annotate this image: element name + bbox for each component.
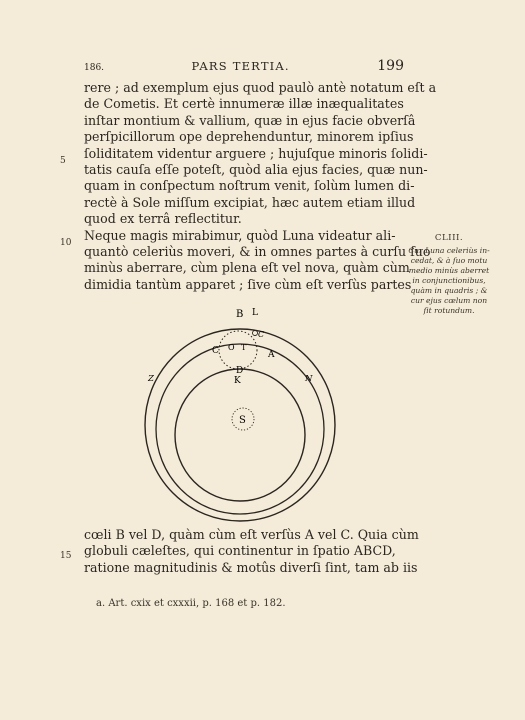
text-line: de Cometis. Et certè innumeræ illæ inæqualitates bbox=[84, 96, 404, 112]
text-line: inſtar montium & vallium, quæ in ejus facie obverſâ bbox=[84, 112, 416, 128]
label-c-left: C bbox=[212, 346, 219, 356]
text-line: quod ex terrâ reflectitur. bbox=[84, 211, 242, 227]
body-text-bottom bbox=[84, 527, 419, 576]
marginal-note-line: in conjunctionibus, bbox=[412, 276, 486, 285]
running-head-title: PARS TERTIA. bbox=[191, 59, 290, 73]
label-s: S bbox=[239, 415, 246, 426]
running-head-left: 186. bbox=[84, 63, 105, 73]
text-line: tatis cauſa eſſe poteſt, quòd alia ejus facies, quæ nun- bbox=[84, 161, 428, 177]
text-line: ſoliditatem videntur arguere ; hujuſque minoris ſolidi- bbox=[84, 145, 428, 161]
page-number: 199 bbox=[377, 58, 404, 74]
footnote: a. Art. cxix et cxxxii, p. 168 et p. 182. bbox=[96, 598, 286, 609]
text-line: quam in conſpectum noſtrum venit, ſolùm lumen di- bbox=[84, 178, 415, 194]
text-line: globuli cæleſtes, qui continentur in ſpatio ABCD, bbox=[84, 543, 396, 559]
line-number: 10 bbox=[60, 238, 72, 248]
moon-orbit-diagram bbox=[140, 305, 340, 555]
text-line: rere ; ad exemplum ejus quod paulò antè notatum eſt a bbox=[84, 80, 437, 95]
marginal-note-number: CLIII. bbox=[434, 233, 464, 243]
marginal-note bbox=[408, 233, 490, 316]
label-z: Z bbox=[148, 374, 154, 384]
small-circle bbox=[253, 331, 258, 336]
line-number: 15 bbox=[60, 551, 72, 561]
marginal-note-line: quàm in quadris ; & bbox=[410, 286, 488, 295]
text-line: ratione magnitudinis & motûs diverſi ſint, tam ab iis bbox=[84, 559, 418, 575]
text-line: Neque magis mirabimur, quòd Luna videatur ali- bbox=[84, 227, 396, 243]
label-c: C bbox=[258, 330, 265, 339]
line-number: 5 bbox=[60, 156, 66, 166]
marginal-note-line: cedat, & à ſuo motu bbox=[410, 256, 488, 265]
marginal-note-line: cur ejus cœlum non bbox=[410, 296, 488, 305]
label-t: T bbox=[241, 343, 247, 352]
running-head bbox=[84, 58, 404, 74]
label-b: B bbox=[236, 309, 244, 320]
text-line: minùs aberrare, cùm plena eſt vel nova, quàm cùm bbox=[84, 260, 410, 276]
marginal-note-line: Cur Luna celeriùs in- bbox=[408, 246, 490, 255]
text-line: cœli B vel D, quàm cùm eſt verſùs A vel C. Quia cùm bbox=[84, 527, 419, 542]
body-text-top bbox=[84, 80, 437, 293]
label-n: N bbox=[305, 374, 313, 384]
label-l: L bbox=[252, 308, 258, 318]
text-line: perſpicillorum ope deprehenduntur, minorem ipſius bbox=[84, 129, 414, 145]
label-k: K bbox=[234, 376, 241, 386]
label-o: O bbox=[228, 343, 235, 352]
marginal-note-line: medio minùs aberret bbox=[408, 266, 490, 275]
moon-dotted-circle bbox=[219, 331, 257, 369]
label-a: A bbox=[268, 350, 275, 360]
label-d: D bbox=[236, 366, 244, 376]
inner-circle bbox=[175, 369, 305, 501]
text-line: rectè à Sole miſſum excipiat, hæc autem etiam illud bbox=[84, 194, 416, 210]
text-line: quantò celeriùs moveri, & in omnes partes à curſu ſuo bbox=[84, 243, 431, 259]
text-line: dimidia tantùm apparet ; ſive cùm eſt verſùs partes bbox=[84, 276, 412, 292]
marginal-note-line: ſit rotundum. bbox=[423, 306, 475, 315]
